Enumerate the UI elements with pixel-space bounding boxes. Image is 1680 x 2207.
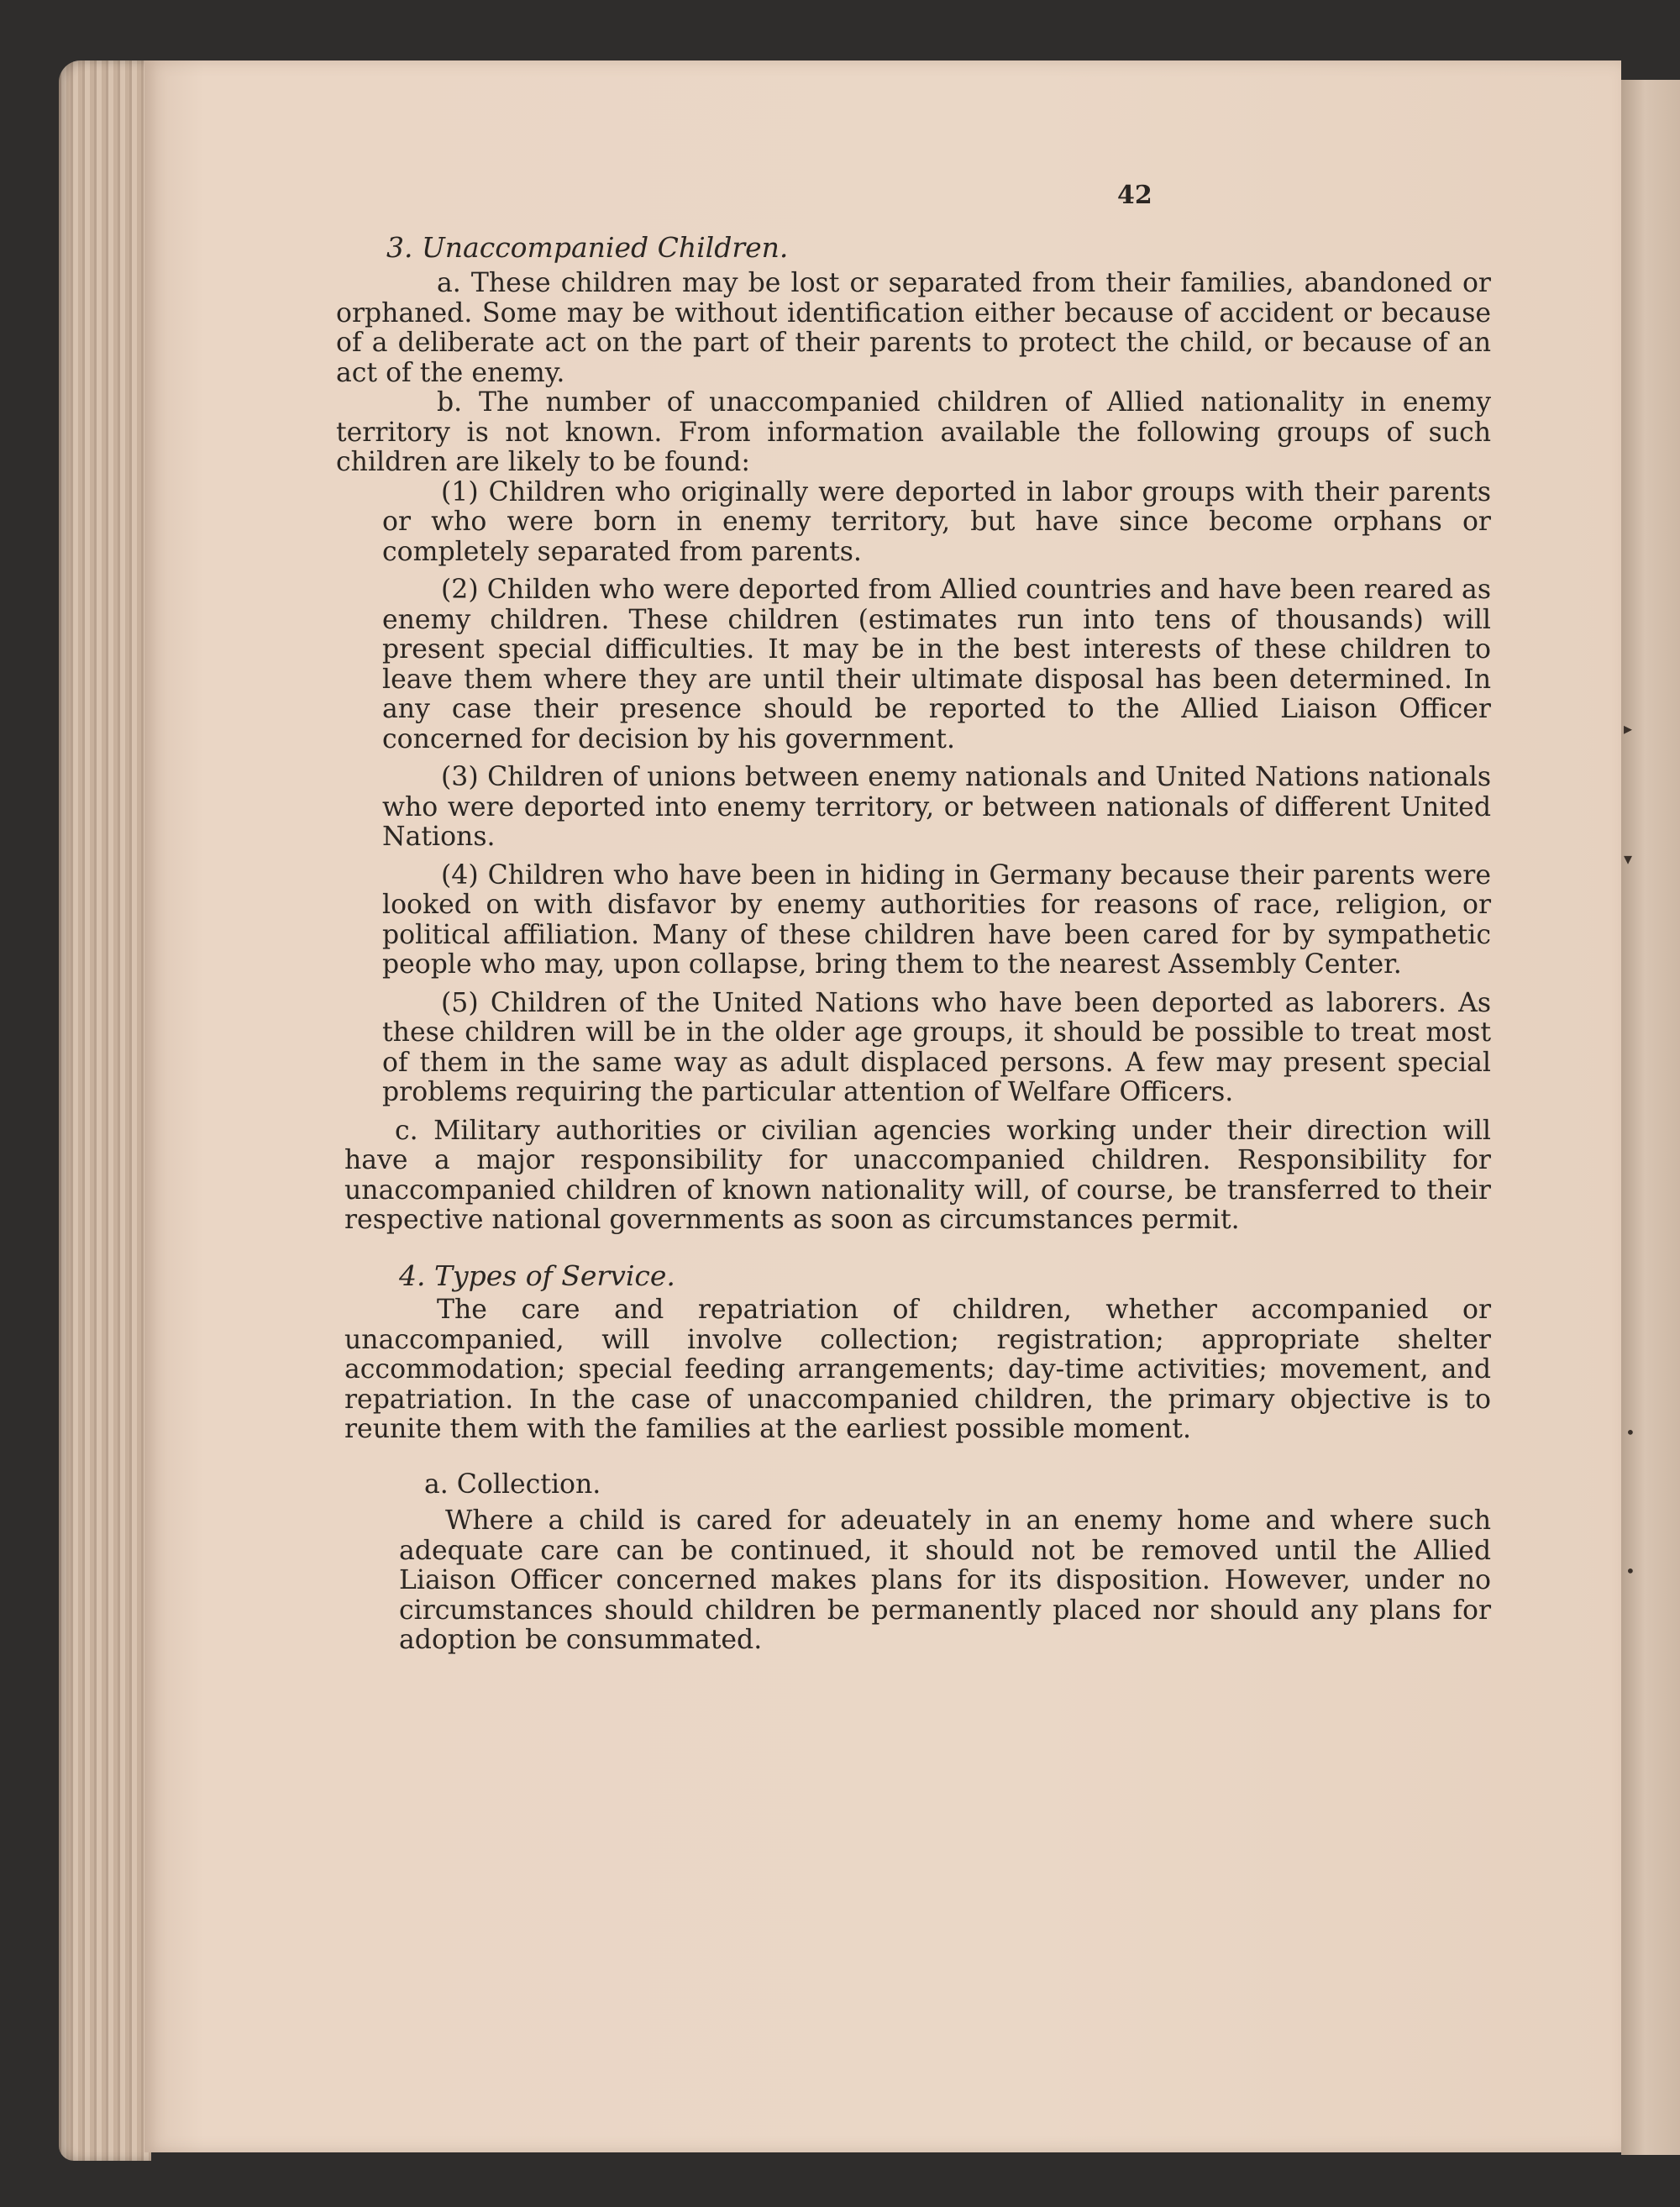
subsection-a-heading: a. Collection.: [424, 1469, 601, 1500]
margin-mark-2: ▾: [1624, 849, 1633, 869]
margin-mark-3: •: [1625, 1422, 1635, 1442]
section-4-intro: The care and repatriation of children, whether accompanied or unaccompanied, will involve collection; registration; appropriate shelter accommodation; special feeding arrangements; day-time activities; movement, and repatriation. In the case of unaccompanied children, the primary objective is to reunite them with the families at the earliest possible moment.: [344, 1295, 1491, 1444]
section-4-heading: 4. Types of Service.: [399, 1259, 675, 1292]
group-item-5: (5) Children of the United Nations who have been deported as laborers. As these children will be in the older age groups, it should be possible to treat most of them in the same way as adult displaced persons. A few may present special problems requiring the particular attention of Welfare Officers.: [382, 987, 1491, 1107]
section-3-para-a: a. These children may be lost or separated from their families, abandoned or orphaned. Some may be without identification either because of accident or because of a deliberate act on the part of their parents to protect the child, or because of an act of the enemy.: [336, 268, 1491, 388]
subsection-a-text: Where a child is cared for adeuately in an enemy home and where such adequate care can be continued, it should not be removed until the Allied Liaison Officer concerned makes plans for its disposition. However, under no circumstances should children be permanently placed nor should any plans for adoption be consummated.: [399, 1505, 1491, 1655]
section-3-para-b: b. The number of unaccompanied children of Allied nationality in enemy territory is not known. From information available the following groups of such children are likely to be found:: [336, 387, 1491, 477]
section-3-heading: 3. Unaccompanied Children.: [386, 230, 789, 264]
facing-page-edge: [1621, 80, 1680, 2155]
group-item-3: (3) Children of unions between enemy nationals and United Nations nationals who were deported into enemy territory, or between nationals of different United Nations.: [382, 762, 1491, 852]
group-item-4: (4) Children who have been in hiding in Germany because their parents were looked on with disfavor by enemy authorities for reasons of race, religion, or political affiliation. Many of these children have been cared for by sympathetic people who may, upon collapse, bring them to the nearest Assembly Center.: [382, 859, 1491, 980]
margin-mark-4: •: [1625, 1561, 1635, 1581]
section-3-para-c: c. Military authorities or civilian agencies working under their direction will have a major responsibility for unaccompanied children. Responsibility for unaccompanied children of known nationality will, of course, be transferred to their respective national governments as soon as circumstances permit.: [344, 1115, 1491, 1235]
group-item-1: (1) Children who originally were deported in labor groups with their parents or who were born in enemy territory, but have since become orphans or completely separated from parents.: [382, 476, 1491, 567]
page-text: [336, 181, 1491, 1656]
page-stack-edge: [59, 60, 151, 2161]
page-number: 42: [1117, 181, 1152, 210]
group-item-2: (2) Childen who were deported from Allied countries and have been reared as enemy children. These children (estimates run into tens of thousands) will present special difficulties. It may be in the best interests of these children to leave them where they are until their ultimate disposal has been determined. In any case their presence should be reported to the Allied Liaison Officer concerned for decision by his government.: [382, 575, 1491, 754]
margin-mark-1: ▸: [1624, 718, 1633, 738]
